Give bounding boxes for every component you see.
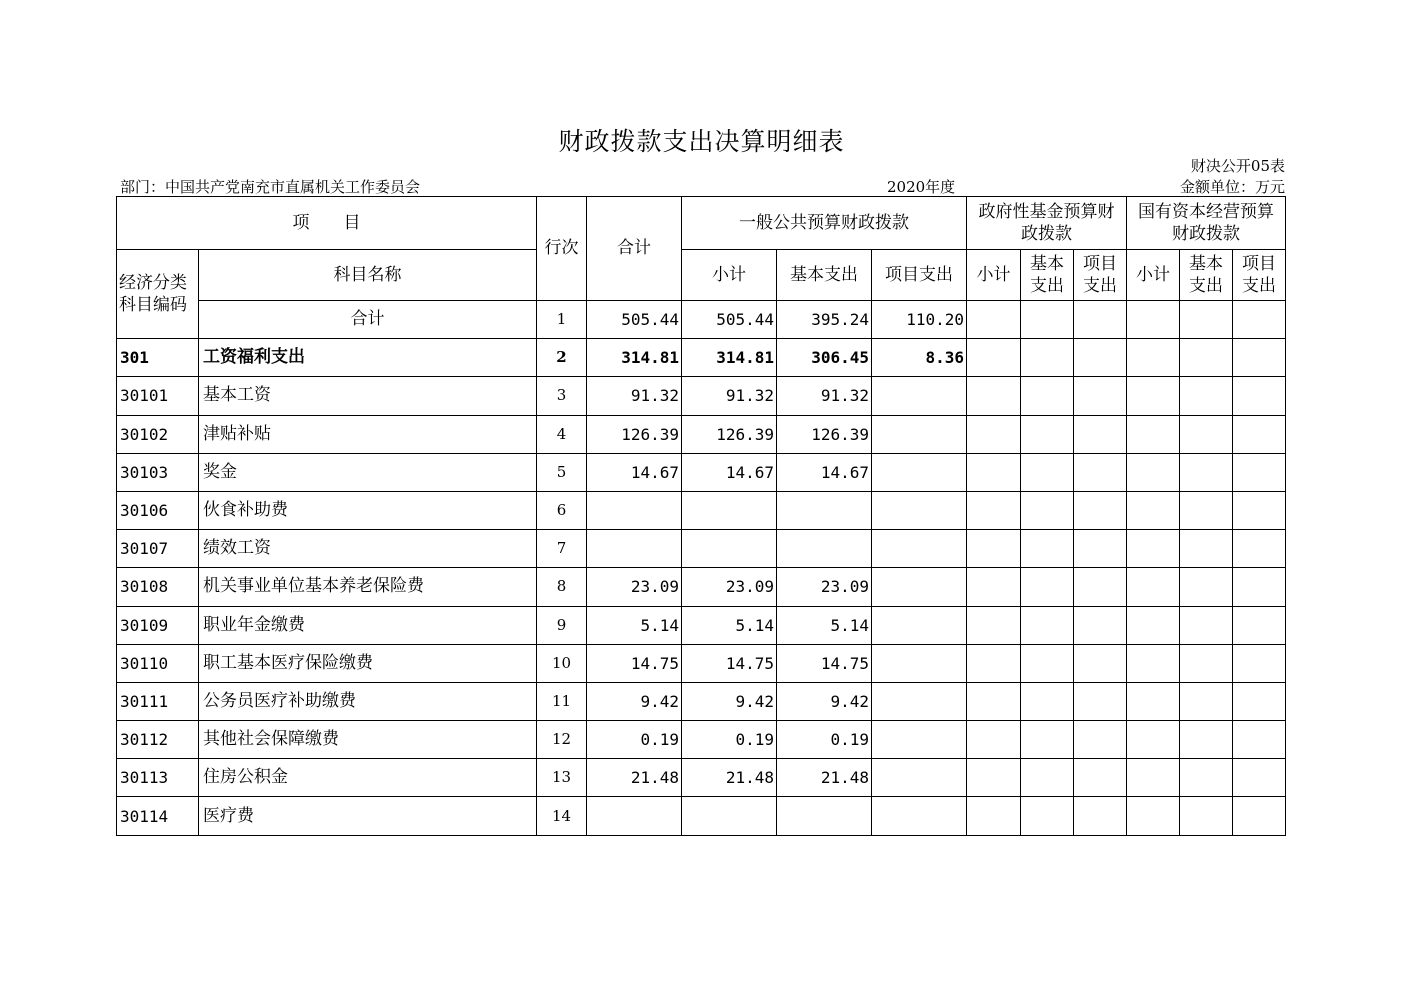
row-project bbox=[872, 568, 967, 606]
empty-cell bbox=[1021, 759, 1074, 797]
row-code: 301 bbox=[117, 339, 199, 377]
empty-cell bbox=[967, 377, 1021, 415]
empty-cell bbox=[1021, 721, 1074, 759]
row-project bbox=[872, 682, 967, 720]
row-name: 其他社会保障缴费 bbox=[199, 721, 537, 759]
empty-cell bbox=[1233, 530, 1286, 568]
row-total: 21.48 bbox=[587, 759, 682, 797]
row-line-no: 14 bbox=[537, 797, 587, 835]
header-item: 项 目 bbox=[117, 197, 537, 250]
row-code: 30106 bbox=[117, 491, 199, 529]
row-subtotal: 5.14 bbox=[682, 606, 777, 644]
row-subtotal: 23.09 bbox=[682, 568, 777, 606]
header-project-exp: 项目支出 bbox=[872, 250, 967, 301]
row-subtotal bbox=[682, 797, 777, 835]
empty-cell bbox=[1233, 453, 1286, 491]
empty-cell bbox=[1074, 606, 1127, 644]
header-row-no: 行次 bbox=[537, 197, 587, 301]
row-name: 机关事业单位基本养老保险费 bbox=[199, 568, 537, 606]
table-row bbox=[117, 759, 1286, 797]
empty-cell bbox=[1074, 377, 1127, 415]
empty-cell bbox=[967, 491, 1021, 529]
empty-cell bbox=[1233, 759, 1286, 797]
row-basic: 14.67 bbox=[777, 453, 872, 491]
row-code: 30103 bbox=[117, 453, 199, 491]
row-line-no: 4 bbox=[537, 415, 587, 453]
empty-cell bbox=[1127, 797, 1180, 835]
empty-cell bbox=[1127, 606, 1180, 644]
empty-cell bbox=[1021, 682, 1074, 720]
empty-cell bbox=[1074, 491, 1127, 529]
empty-cell bbox=[1074, 682, 1127, 720]
row-line-no: 3 bbox=[537, 377, 587, 415]
row-subtotal: 14.67 bbox=[682, 453, 777, 491]
header-project-3: 项目支出 bbox=[1233, 250, 1286, 301]
empty-cell bbox=[1127, 301, 1180, 339]
row-subtotal: 14.75 bbox=[682, 644, 777, 682]
row-subtotal: 0.19 bbox=[682, 721, 777, 759]
empty-cell bbox=[1180, 453, 1233, 491]
row-total: 14.67 bbox=[587, 453, 682, 491]
empty-cell bbox=[1021, 301, 1074, 339]
header-subtotal: 小计 bbox=[682, 250, 777, 301]
empty-cell bbox=[1180, 721, 1233, 759]
total-project: 110.20 bbox=[872, 301, 967, 339]
header-econ-code: 经济分类科目编码 bbox=[117, 250, 199, 339]
row-total: 5.14 bbox=[587, 606, 682, 644]
header-subject-name: 科目名称 bbox=[199, 250, 537, 301]
empty-cell bbox=[967, 568, 1021, 606]
row-line-no: 8 bbox=[537, 568, 587, 606]
empty-cell bbox=[967, 644, 1021, 682]
total-label: 合计 bbox=[199, 301, 537, 339]
row-project bbox=[872, 530, 967, 568]
empty-cell bbox=[1127, 377, 1180, 415]
empty-cell bbox=[1233, 644, 1286, 682]
row-total: 14.75 bbox=[587, 644, 682, 682]
row-subtotal: 91.32 bbox=[682, 377, 777, 415]
row-total: 0.19 bbox=[587, 721, 682, 759]
table-row bbox=[117, 453, 1286, 491]
empty-cell bbox=[1074, 530, 1127, 568]
row-code: 30114 bbox=[117, 797, 199, 835]
empty-cell bbox=[1233, 339, 1286, 377]
empty-cell bbox=[1233, 721, 1286, 759]
empty-cell bbox=[967, 759, 1021, 797]
table-row bbox=[117, 606, 1286, 644]
row-line-no: 9 bbox=[537, 606, 587, 644]
row-line-no: 13 bbox=[537, 759, 587, 797]
row-code: 30108 bbox=[117, 568, 199, 606]
empty-cell bbox=[1021, 339, 1074, 377]
empty-cell bbox=[1180, 415, 1233, 453]
row-basic: 91.32 bbox=[777, 377, 872, 415]
empty-cell bbox=[1074, 339, 1127, 377]
empty-cell bbox=[1127, 415, 1180, 453]
empty-cell bbox=[1127, 453, 1180, 491]
row-code: 30101 bbox=[117, 377, 199, 415]
empty-cell bbox=[967, 453, 1021, 491]
header-basic-exp: 基本支出 bbox=[777, 250, 872, 301]
empty-cell bbox=[967, 797, 1021, 835]
row-basic bbox=[777, 530, 872, 568]
header-basic-3: 基本支出 bbox=[1180, 250, 1233, 301]
empty-cell bbox=[1180, 568, 1233, 606]
empty-cell bbox=[1180, 759, 1233, 797]
row-name: 工资福利支出 bbox=[199, 339, 537, 377]
empty-cell bbox=[1180, 797, 1233, 835]
empty-cell bbox=[1074, 759, 1127, 797]
row-total: 23.09 bbox=[587, 568, 682, 606]
table-row bbox=[117, 491, 1286, 529]
empty-cell bbox=[1127, 530, 1180, 568]
empty-cell bbox=[1180, 339, 1233, 377]
row-project bbox=[872, 606, 967, 644]
empty-cell bbox=[1233, 797, 1286, 835]
table-row bbox=[117, 644, 1286, 682]
row-basic: 14.75 bbox=[777, 644, 872, 682]
row-line-no: 6 bbox=[537, 491, 587, 529]
empty-cell bbox=[1127, 682, 1180, 720]
empty-cell bbox=[1021, 606, 1074, 644]
row-subtotal: 126.39 bbox=[682, 415, 777, 453]
empty-cell bbox=[1180, 644, 1233, 682]
row-project bbox=[872, 644, 967, 682]
table-row bbox=[117, 339, 1286, 377]
row-basic: 23.09 bbox=[777, 568, 872, 606]
empty-cell bbox=[1180, 377, 1233, 415]
total-row bbox=[117, 301, 1286, 339]
row-line-no: 5 bbox=[537, 453, 587, 491]
row-project: 8.36 bbox=[872, 339, 967, 377]
empty-cell bbox=[1021, 377, 1074, 415]
row-name: 伙食补助费 bbox=[199, 491, 537, 529]
page-title: 财政拨款支出决算明细表 bbox=[558, 127, 845, 156]
empty-cell bbox=[1074, 301, 1127, 339]
table-row bbox=[117, 415, 1286, 453]
empty-cell bbox=[1233, 491, 1286, 529]
row-code: 30102 bbox=[117, 415, 199, 453]
row-name: 公务员医疗补助缴费 bbox=[199, 682, 537, 720]
empty-cell bbox=[1233, 415, 1286, 453]
row-total bbox=[587, 797, 682, 835]
empty-cell bbox=[1127, 568, 1180, 606]
department-label: 部门：中国共产党南充市直属机关工作委员会 bbox=[120, 178, 421, 196]
fiscal-year: 2020年度 bbox=[887, 178, 956, 196]
row-line-no: 12 bbox=[537, 721, 587, 759]
row-total: 314.81 bbox=[587, 339, 682, 377]
row-project bbox=[872, 377, 967, 415]
row-subtotal: 314.81 bbox=[682, 339, 777, 377]
empty-cell bbox=[1180, 530, 1233, 568]
empty-cell bbox=[1233, 606, 1286, 644]
row-project bbox=[872, 759, 967, 797]
row-total: 9.42 bbox=[587, 682, 682, 720]
header-general-public: 一般公共预算财政拨款 bbox=[682, 197, 967, 250]
row-basic: 126.39 bbox=[777, 415, 872, 453]
empty-cell bbox=[967, 415, 1021, 453]
empty-cell bbox=[967, 721, 1021, 759]
empty-cell bbox=[1074, 453, 1127, 491]
empty-cell bbox=[1233, 682, 1286, 720]
empty-cell bbox=[1180, 606, 1233, 644]
row-code: 30110 bbox=[117, 644, 199, 682]
row-code: 30107 bbox=[117, 530, 199, 568]
row-basic: 0.19 bbox=[777, 721, 872, 759]
row-basic: 5.14 bbox=[777, 606, 872, 644]
empty-cell bbox=[1180, 682, 1233, 720]
row-line-no: 7 bbox=[537, 530, 587, 568]
empty-cell bbox=[1021, 453, 1074, 491]
row-project bbox=[872, 453, 967, 491]
empty-cell bbox=[1021, 568, 1074, 606]
total-basic: 395.24 bbox=[777, 301, 872, 339]
table-row bbox=[117, 721, 1286, 759]
table-row bbox=[117, 568, 1286, 606]
row-name: 绩效工资 bbox=[199, 530, 537, 568]
row-basic: 21.48 bbox=[777, 759, 872, 797]
row-basic bbox=[777, 797, 872, 835]
empty-cell bbox=[1074, 644, 1127, 682]
row-line-no: 11 bbox=[537, 682, 587, 720]
table-row bbox=[117, 530, 1286, 568]
table-row bbox=[117, 797, 1286, 835]
empty-cell bbox=[967, 301, 1021, 339]
empty-cell bbox=[1127, 491, 1180, 529]
total-amount: 505.44 bbox=[587, 301, 682, 339]
header-gov-fund: 政府性基金预算财政拨款 bbox=[967, 197, 1127, 250]
row-code: 30109 bbox=[117, 606, 199, 644]
row-total bbox=[587, 491, 682, 529]
header-total: 合计 bbox=[587, 197, 682, 301]
empty-cell bbox=[967, 530, 1021, 568]
empty-cell bbox=[1180, 491, 1233, 529]
row-name: 医疗费 bbox=[199, 797, 537, 835]
row-basic: 306.45 bbox=[777, 339, 872, 377]
empty-cell bbox=[967, 682, 1021, 720]
row-name: 津贴补贴 bbox=[199, 415, 537, 453]
row-subtotal bbox=[682, 530, 777, 568]
row-code: 30111 bbox=[117, 682, 199, 720]
empty-cell bbox=[1074, 568, 1127, 606]
row-project bbox=[872, 797, 967, 835]
empty-cell bbox=[1233, 568, 1286, 606]
empty-cell bbox=[1233, 301, 1286, 339]
row-line-no: 10 bbox=[537, 644, 587, 682]
empty-cell bbox=[1021, 491, 1074, 529]
empty-cell bbox=[1021, 797, 1074, 835]
empty-cell bbox=[1127, 759, 1180, 797]
empty-cell bbox=[1180, 301, 1233, 339]
empty-cell bbox=[1021, 644, 1074, 682]
expenditure-table bbox=[116, 196, 1286, 836]
row-subtotal: 21.48 bbox=[682, 759, 777, 797]
header-project-2: 项目支出 bbox=[1074, 250, 1127, 301]
row-project bbox=[872, 415, 967, 453]
row-total bbox=[587, 530, 682, 568]
row-line-no: 2 bbox=[537, 339, 587, 377]
header-subtotal-3: 小计 bbox=[1127, 250, 1180, 301]
row-basic bbox=[777, 491, 872, 529]
row-basic: 9.42 bbox=[777, 682, 872, 720]
row-name: 奖金 bbox=[199, 453, 537, 491]
row-total: 91.32 bbox=[587, 377, 682, 415]
total-subtotal: 505.44 bbox=[682, 301, 777, 339]
empty-cell bbox=[1127, 721, 1180, 759]
table-row bbox=[117, 682, 1286, 720]
empty-cell bbox=[1021, 415, 1074, 453]
empty-cell bbox=[967, 606, 1021, 644]
header-state-capital: 国有资本经营预算财政拨款 bbox=[1127, 197, 1286, 250]
row-subtotal: 9.42 bbox=[682, 682, 777, 720]
row-total: 126.39 bbox=[587, 415, 682, 453]
header-basic-2: 基本支出 bbox=[1021, 250, 1074, 301]
empty-cell bbox=[1127, 339, 1180, 377]
empty-cell bbox=[1233, 377, 1286, 415]
table-row bbox=[117, 377, 1286, 415]
empty-cell bbox=[1074, 721, 1127, 759]
row-name: 职工基本医疗保险缴费 bbox=[199, 644, 537, 682]
row-project bbox=[872, 721, 967, 759]
header-subtotal-2: 小计 bbox=[967, 250, 1021, 301]
row-code: 30112 bbox=[117, 721, 199, 759]
empty-cell bbox=[1074, 415, 1127, 453]
empty-cell bbox=[967, 339, 1021, 377]
amount-unit: 金额单位：万元 bbox=[1179, 178, 1285, 196]
row-project bbox=[872, 491, 967, 529]
empty-cell bbox=[1021, 530, 1074, 568]
empty-cell bbox=[1127, 644, 1180, 682]
row-name: 基本工资 bbox=[199, 377, 537, 415]
empty-cell bbox=[1074, 797, 1127, 835]
form-number: 财决公开05表 bbox=[1190, 157, 1285, 175]
row-subtotal bbox=[682, 491, 777, 529]
total-line-no: 1 bbox=[537, 301, 587, 339]
row-code: 30113 bbox=[117, 759, 199, 797]
row-name: 住房公积金 bbox=[199, 759, 537, 797]
row-name: 职业年金缴费 bbox=[199, 606, 537, 644]
